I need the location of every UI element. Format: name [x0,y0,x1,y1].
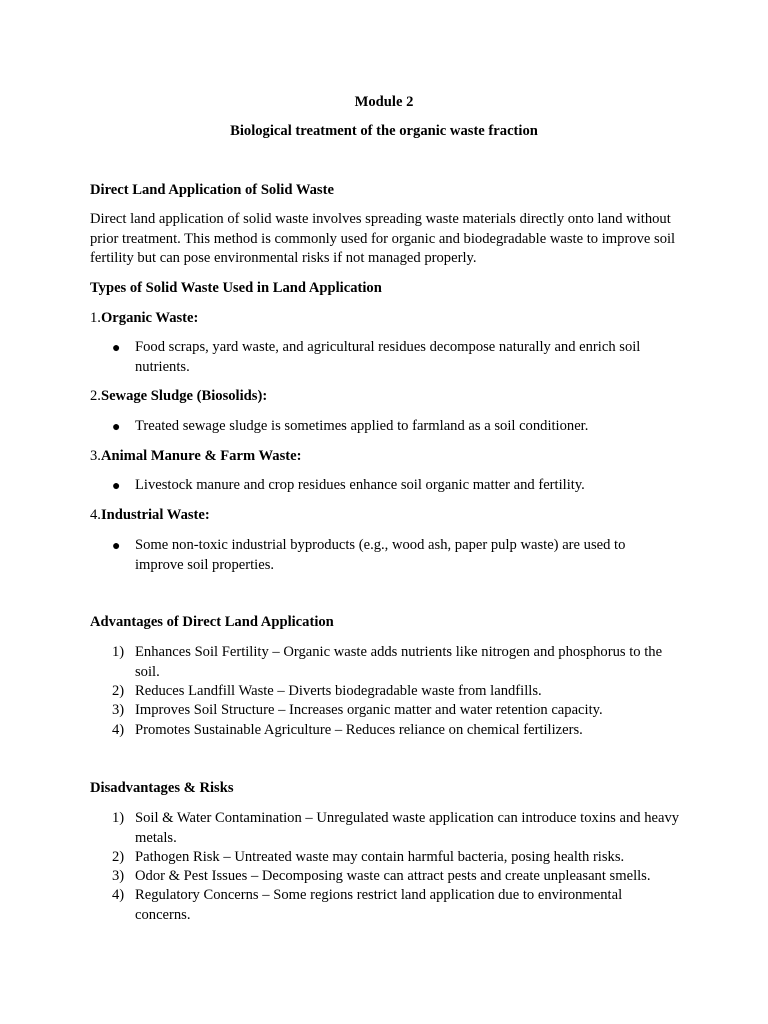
advantage-item: Improves Soil Structure – Increases organic matter and water retention capacity. [135,702,603,718]
type-item-heading [90,387,680,407]
bullet-icon: ● [112,420,121,435]
bullet-icon: ● [112,479,121,494]
type-item-bullet-text: Treated sewage sludge is sometimes applied to farmland as a soil conditioner. [135,418,589,434]
type-item-number: 3. [90,448,101,464]
section-heading-direct-land: Direct Land Application of Solid Waste [90,182,334,198]
disadvantage-item: Regulatory Concerns – Some regions restrict land application due to environmental concerns. [135,887,623,923]
disadvantage-item: Odor & Pest Issues – Decomposing waste can attract pests and create unpleasant smells. [135,868,651,884]
section-heading-advantages: Advantages of Direct Land Application [90,614,334,630]
list-item-number: 4) [112,722,125,738]
advantage-item: Promotes Sustainable Agriculture – Reduces reliance on chemical fertilizers. [135,722,583,738]
disadvantage-item: Soil & Water Contamination – Unregulated waste application can introduce toxins and heavy metals. [135,810,680,846]
type-item-heading [90,447,680,467]
document-subtitle: Biological treatment of the organic waste fraction [230,123,538,139]
type-item-title: Industrial Waste: [100,507,210,523]
module-title: Module 2 [354,94,414,110]
list-item-number: 4) [112,887,125,903]
type-item-bullet-text: Food scraps, yard waste, and agricultural residues decompose naturally and enrich soil nutrients. [135,339,641,375]
list-item-number: 1) [112,644,125,660]
list-item-number: 2) [112,849,125,865]
list-item-number: 3) [112,702,125,718]
advantage-item: Reduces Landfill Waste – Diverts biodegradable waste from landfills. [135,683,542,699]
list-item-number: 1) [112,810,125,826]
type-item-title: Organic Waste: [100,310,199,326]
list-item-number: 3) [112,868,125,884]
list-item-number: 2) [112,683,125,699]
type-item-number: 1. [90,310,101,326]
intro-paragraph: Direct land application of solid waste involves spreading waste materials directly onto land without prior treatment. This method is commonly used for organic and biodegradable waste to improve soil fertility but can pose environmental risks if not managed properly. [90,211,676,266]
disadvantage-item: Pathogen Risk – Untreated waste may contain harmful bacteria, posing health risks. [135,849,625,865]
bullet-icon: ● [112,539,121,554]
bullet-icon: ● [112,341,121,356]
type-item-number: 4. [90,507,101,523]
type-item-bullet-text: Livestock manure and crop residues enhance soil organic matter and fertility. [135,477,585,493]
section-heading-types: Types of Solid Waste Used in Land Application [90,280,382,296]
type-item-title: Sewage Sludge (Biosolids): [100,388,268,404]
type-item-heading [90,309,680,329]
type-item-number: 2. [90,388,101,404]
advantage-item: Enhances Soil Fertility – Organic waste adds nutrients like nitrogen and phosphorus to the soil. [135,644,663,680]
type-item-bullet-text: Some non-toxic industrial byproducts (e.g., wood ash, paper pulp waste) are used to improve soil properties. [135,537,626,573]
type-item-heading [90,506,680,526]
type-item-title: Animal Manure & Farm Waste: [100,448,302,464]
section-heading-disadvantages: Disadvantages & Risks [90,780,234,796]
